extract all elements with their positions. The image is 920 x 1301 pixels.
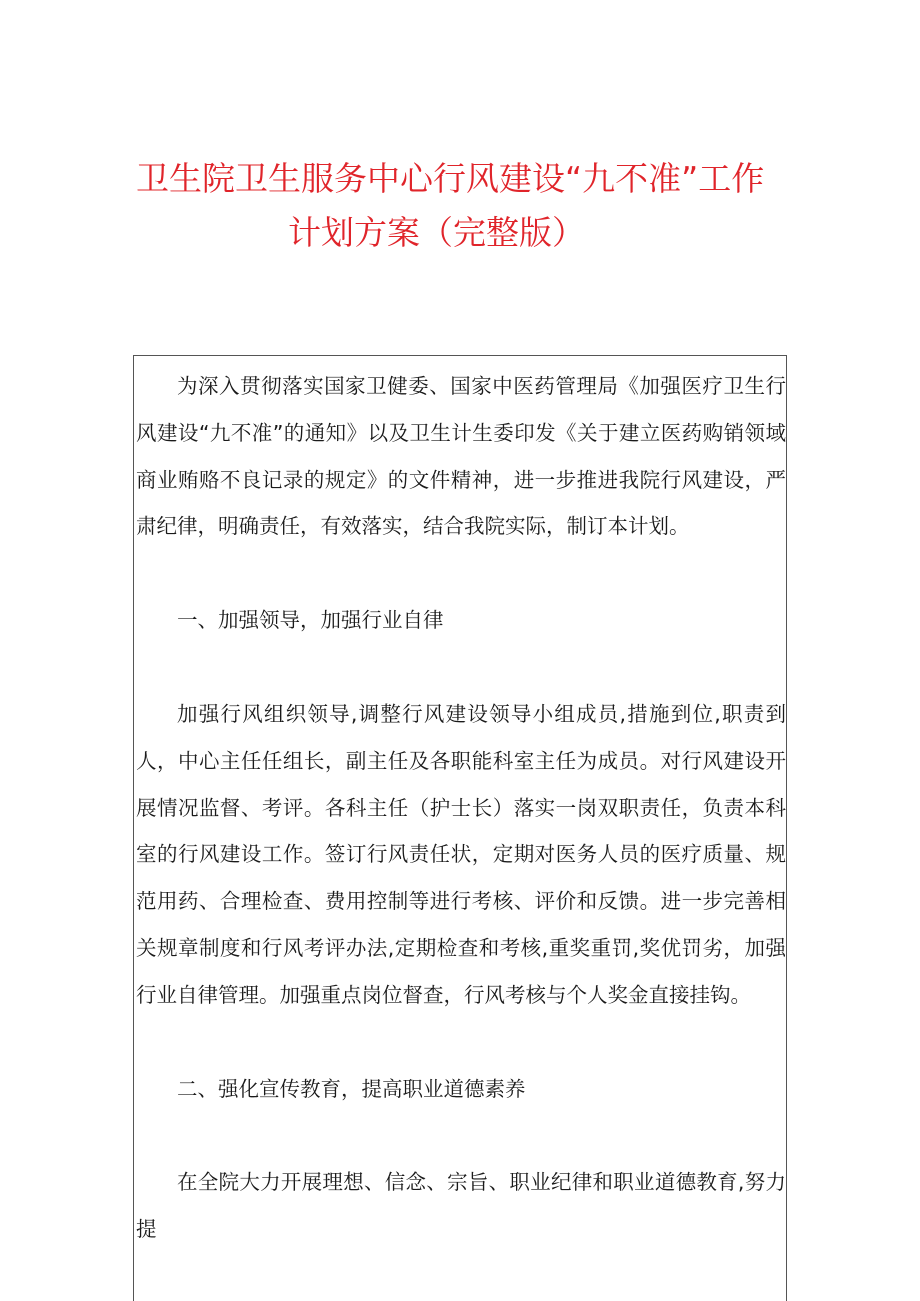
spacer (136, 1112, 786, 1159)
section-heading-1: 一、加强领导，加强行业自律 (177, 608, 444, 633)
section-heading-2: 二、强化宣传教育，提高职业道德素养 (177, 1076, 526, 1101)
intro-paragraph: 为深入贯彻落实国家卫健委、国家中医药管理局《加强医疗卫生行风建设“九不准”的通知》以及卫生计生委印发《关于建立医药购销领域商业贿赂不良记录的规定》的文件精神，进一步推进我院行风建设，严肃纪律，明确责任，有效落实，结合我院实际，制订本计划。 (136, 374, 786, 539)
spacer (136, 1019, 786, 1066)
title-line-1: 卫生院卫生服务中心行风建设“九不准”工作 (136, 159, 765, 198)
spacer (136, 550, 786, 597)
spacer (136, 644, 786, 691)
document-body (136, 363, 786, 1253)
section-2-paragraph: 在全院大力开展理想、信念、宗旨、职业纪律和职业道德教育,努力提 (136, 1170, 786, 1242)
title-line-2: 计划方案（完整版） (288, 213, 585, 252)
section-1-paragraph: 加强行风组织领导,调整行风建设领导小组成员,措施到位,职责到人，中心主任任组长，副主任及各职能科室主任为成员。对行风建设开展情况监督、考评。各科主任（护士长）落实一岗双职责任，负责本科室的行风建设工作。签订行风责任状，定期对医务人员的医疗质量、规范用药、合理检查、费用控制等进行考核、评价和反馈。进一步完善相关规章制度和行风考评办法,定期检查和考核,重奖重罚,奖优罚劣，加强行业自律管理。加强重点岗位督查，行风考核与个人奖金直接挂钩。 (136, 701, 786, 1007)
